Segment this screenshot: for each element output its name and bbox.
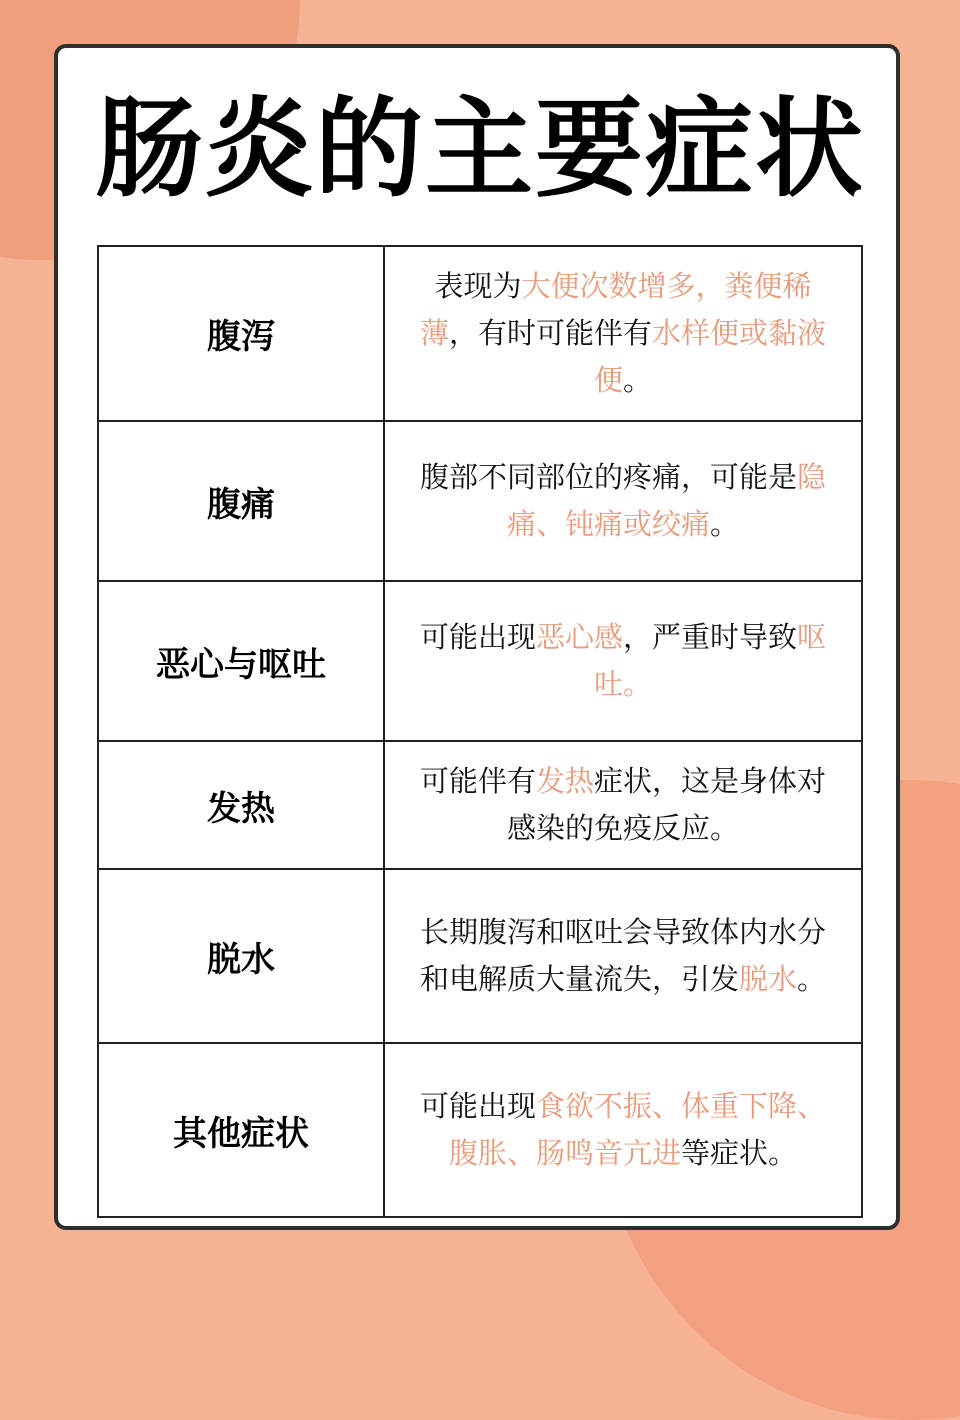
description-text: 长期腹泻和呕吐会导致体内水分和电解质大量流失，引发: [419, 915, 826, 996]
symptom-description: [384, 1043, 862, 1217]
symptom-name: 发热: [98, 741, 384, 869]
description-text: 。: [797, 962, 827, 996]
description-highlight: 大便次数增多，粪便稀薄: [419, 269, 812, 350]
description-highlight: 脱水: [738, 962, 797, 996]
description-text: 可能出现: [419, 620, 536, 654]
description-highlight: 发热: [535, 764, 594, 798]
symptom-name: 腹泻: [98, 246, 384, 421]
description-text: 可能伴有: [419, 764, 536, 798]
symptom-name: 脱水: [98, 869, 384, 1043]
description-highlight: 食欲不振、体重下降、腹胀、肠鸣音亢进: [448, 1089, 827, 1170]
description-text: 腹部不同部位的疼痛，可能是: [419, 460, 797, 494]
symptom-description: [384, 741, 862, 869]
symptom-table: [97, 245, 863, 1218]
symptom-description: [384, 581, 862, 741]
description-text: ，有时可能伴有: [448, 316, 652, 350]
description-text: 。: [623, 363, 653, 397]
description-highlight: 隐痛、钝痛或绞痛: [506, 460, 827, 541]
description-text: 症状，这是身体对感染的免疫反应。: [506, 764, 827, 845]
description-text: 可能出现: [419, 1089, 536, 1123]
symptom-description: [384, 246, 862, 421]
description-highlight: 水样便或黏液便: [593, 316, 827, 397]
page-title: 肠炎的主要症状: [94, 87, 865, 212]
description-text: 等症状。: [681, 1136, 798, 1170]
table-row: [98, 581, 862, 741]
table-row: [98, 869, 862, 1043]
table-row: [98, 246, 862, 421]
table-row: [98, 421, 862, 581]
symptom-description: [384, 869, 862, 1043]
symptom-description: [384, 421, 862, 581]
description-text: 。: [710, 507, 740, 541]
table-row: [98, 1043, 862, 1217]
table-row: [98, 741, 862, 869]
symptom-name: 恶心与呕吐: [98, 581, 384, 741]
description-highlight: 恶心感: [535, 620, 623, 654]
symptom-name: 其他症状: [98, 1043, 384, 1217]
description-highlight: 呕吐。: [593, 620, 827, 701]
description-text: 表现为: [434, 269, 522, 303]
description-text: ，严重时导致: [623, 620, 798, 654]
symptom-name: 腹痛: [98, 421, 384, 581]
